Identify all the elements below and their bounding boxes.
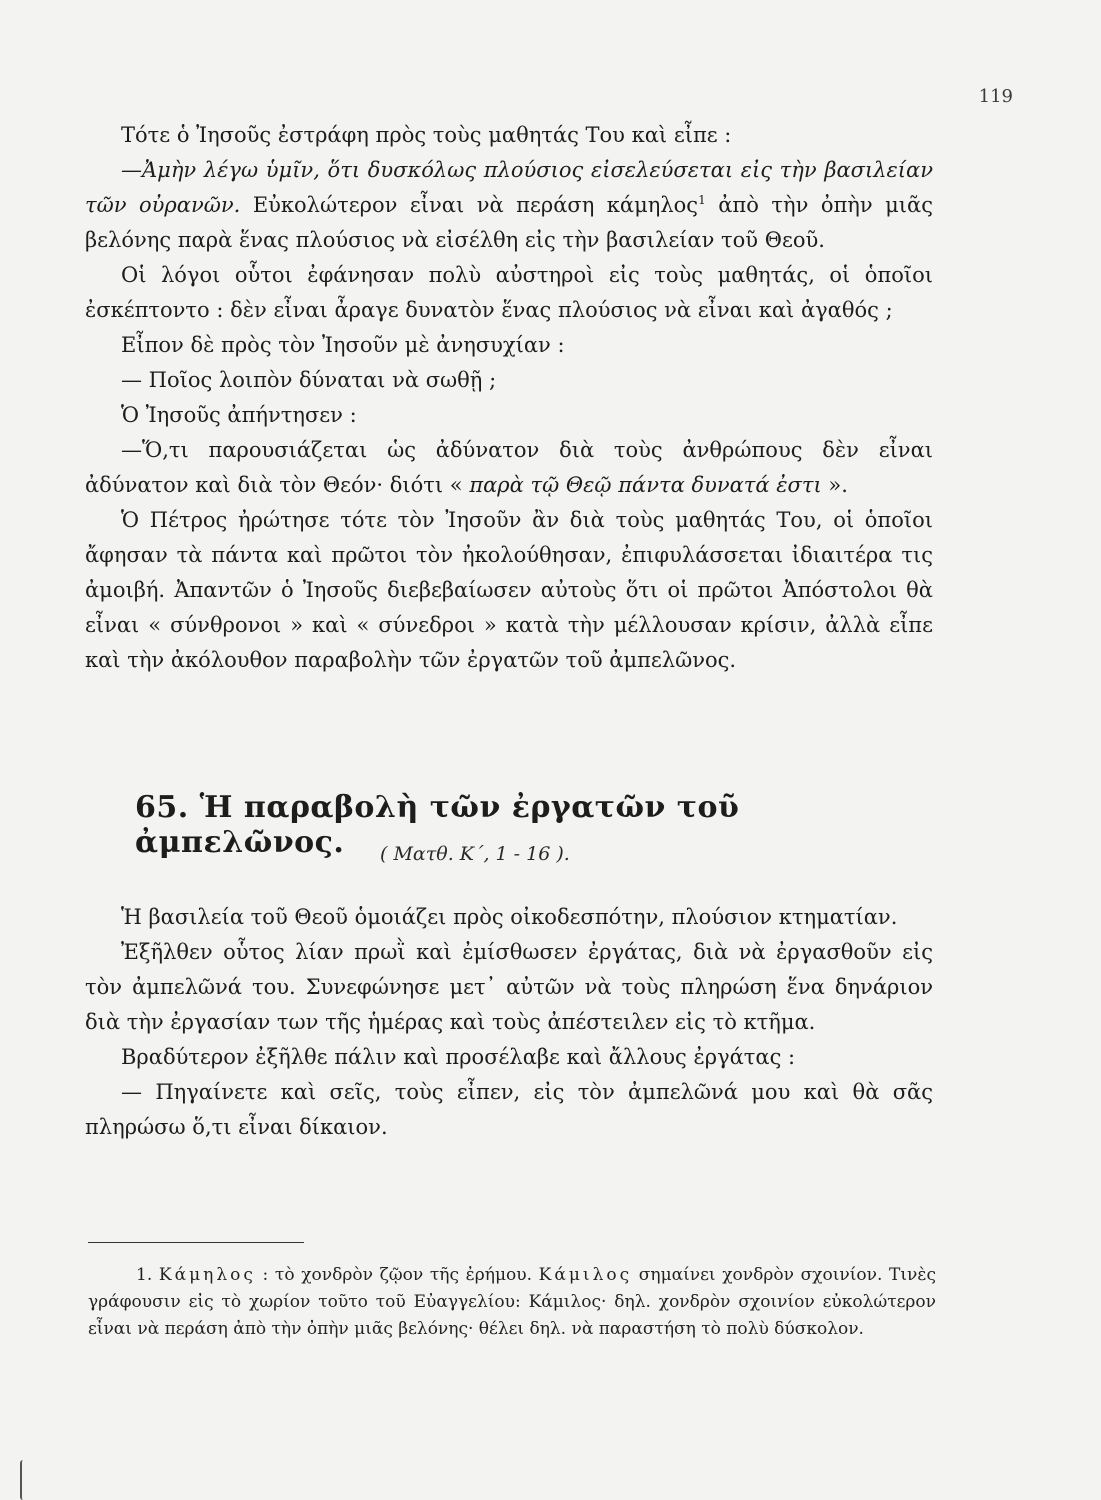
text-run: Εὐκολώτερον εἶναι νὰ περάση κάμηλος: [240, 193, 699, 217]
text-run: Ἡ βασιλεία τοῦ Θεοῦ ὁμοιάζει πρὸς οἰκοδεσπότην, πλούσιον κτηματίαν.: [121, 905, 898, 929]
footnote-paragraph: [88, 1262, 936, 1343]
section-reference: ( Ματθ. Κ΄, 1 - 16 ).: [380, 843, 570, 865]
text-run: Ἐξῆλθεν οὗτος λίαν πρωῒ καὶ ἐμίσθωσεν ἐργάτας, διὰ νὰ ἐργασθοῦν εἰς τὸν ἀμπελῶνά του. Συνεφώνησε μετ᾽ αὐτῶν νὰ τοὺς πληρώση ἕνα δηνάριον διὰ τὴν ἐργασίαν των τῆς ἡμέρας καὶ τοὺς ἀπέστειλεν εἰς τὸ κτῆμα.: [85, 940, 933, 1034]
text-run: — Ποῖος λοιπὸν δύναται νὰ σωθῇ ;: [121, 368, 497, 392]
text-run: Τότε ὁ Ἰησοῦς ἐστράφη πρὸς τοὺς μαθητάς Του καὶ εἶπε :: [121, 123, 732, 147]
paragraph: [85, 1040, 933, 1075]
footnote-marker: 1: [698, 193, 706, 207]
text-run: Οἱ λόγοι οὗτοι ἐφάνησαν πολὺ αὐστηροὶ εἰς τοὺς μαθητάς, οἱ ὁποῖοι ἐσκέπτοντο : δὲν εἶναι ἆραγε δυνατὸν ἕνας πλούσιος νὰ εἶναι καὶ ἀγαθός ;: [85, 263, 933, 322]
text-run: Βραδύτερον ἐξῆλθε πάλιν καὶ προσέλαβε καὶ ἄλλους ἐργάτας :: [121, 1045, 796, 1069]
section-heading: 65. Ἡ παραβολὴ τῶν ἐργατῶν τοῦ ἀμπελῶνος.: [135, 790, 740, 860]
footnote: [88, 1262, 936, 1343]
italic-text: παρὰ τῷ Θεῷ πάντα δυνατά ἐστι: [469, 473, 822, 497]
paragraph: [85, 153, 933, 258]
paragraph: [85, 1075, 933, 1145]
body-text-top: [85, 118, 933, 678]
paragraph: [85, 398, 933, 433]
footnote-divider: [88, 1242, 304, 1243]
text-run: Ὁ Ἰησοῦς ἀπήντησεν :: [121, 403, 357, 427]
italic-text: —Ἀμὴν λέγω ὑμῖν, ὅτι δυσκόλως πλούσιος εἰσελεύσεται εἰς τὴν βασιλείαν τῶν οὐρανῶν.: [85, 158, 933, 217]
text-run: Εἶπον δὲ πρὸς τὸν Ἰησοῦν μὲ ἀνησυχίαν :: [121, 333, 565, 357]
paragraph: [85, 363, 933, 398]
text-run: ».: [821, 473, 848, 497]
text-run: —Ὅ,τι παρουσιάζεται ὡς ἀδύνατον διὰ τοὺς ἀνθρώπους δὲν εἶναι ἀδύνατον καὶ διὰ τὸν Θεόν· διότι «: [85, 438, 933, 497]
body-text-bottom: [85, 900, 933, 1145]
page-number: 119: [978, 86, 1013, 107]
text-run: Ὁ Πέτρος ἠρώτησε τότε τὸν Ἰησοῦν ἂν διὰ τοὺς μαθητάς Του, οἱ ὁποῖοι ἄφησαν τὰ πάντα καὶ πρῶτοι τὸν ἠκολούθησαν, ἐπιφυλάσσεται ἰδιαιτέρα τις ἀμοιβή. Ἀπαντῶν ὁ Ἰησοῦς διεβεβαίωσεν αὐτοὺς ὅτι οἱ πρῶτοι Ἀπόστολοι θὰ εἶναι « σύνθρονοι » καὶ « σύνεδροι » κατὰ τὴν μέλλουσαν κρίσιν, ἀλλὰ εἶπε καὶ τὴν ἀκόλουθον παραβολὴν τῶν ἐργατῶν τοῦ ἀμπελῶνος.: [85, 508, 933, 672]
footnote-term-2: Κάμιλος: [538, 1265, 633, 1285]
footnote-term-1: Κάμηλος: [158, 1265, 256, 1285]
footnote-number: 1.: [136, 1265, 153, 1285]
paragraph: [85, 118, 933, 153]
paragraph: [85, 258, 933, 328]
text-run: ἀπὸ τὴν ὀπὴν μιᾶς βελόνης παρὰ ἕνας πλούσιος νὰ εἰσέλθη εἰς τὴν βασιλείαν τοῦ Θεοῦ.: [85, 193, 933, 252]
footnote-text-1: : τὸ χονδρὸν ζῷον τῆς ἐρήμου.: [262, 1265, 532, 1285]
text-run: — Πηγαίνετε καὶ σεῖς, τοὺς εἶπεν, εἰς τὸν ἀμπελῶνά μου καὶ θὰ σᾶς πληρώσω ὅ,τι εἶναι δίκαιον.: [85, 1080, 933, 1139]
binding-mark: [20, 1460, 28, 1500]
paragraph: [85, 503, 933, 678]
paragraph: [85, 900, 933, 935]
paragraph: [85, 433, 933, 503]
paragraph: [85, 328, 933, 363]
footnote-text-2: σημαίνει χονδρὸν σχοινίον. Τινὲς γράφουσιν εἰς τὸ χωρίον τοῦτο τοῦ Εὐαγγελίου: Κάμιλος· δηλ. χονδρὸν σχοινίον εὐκολώτερον εἶναι νὰ περάση ἀπὸ τὴν ὀπὴν μιᾶς βελόνης· θέλει δηλ. νὰ παραστήση τὸ πολὺ δύσκολον.: [88, 1265, 937, 1339]
paragraph: [85, 935, 933, 1040]
